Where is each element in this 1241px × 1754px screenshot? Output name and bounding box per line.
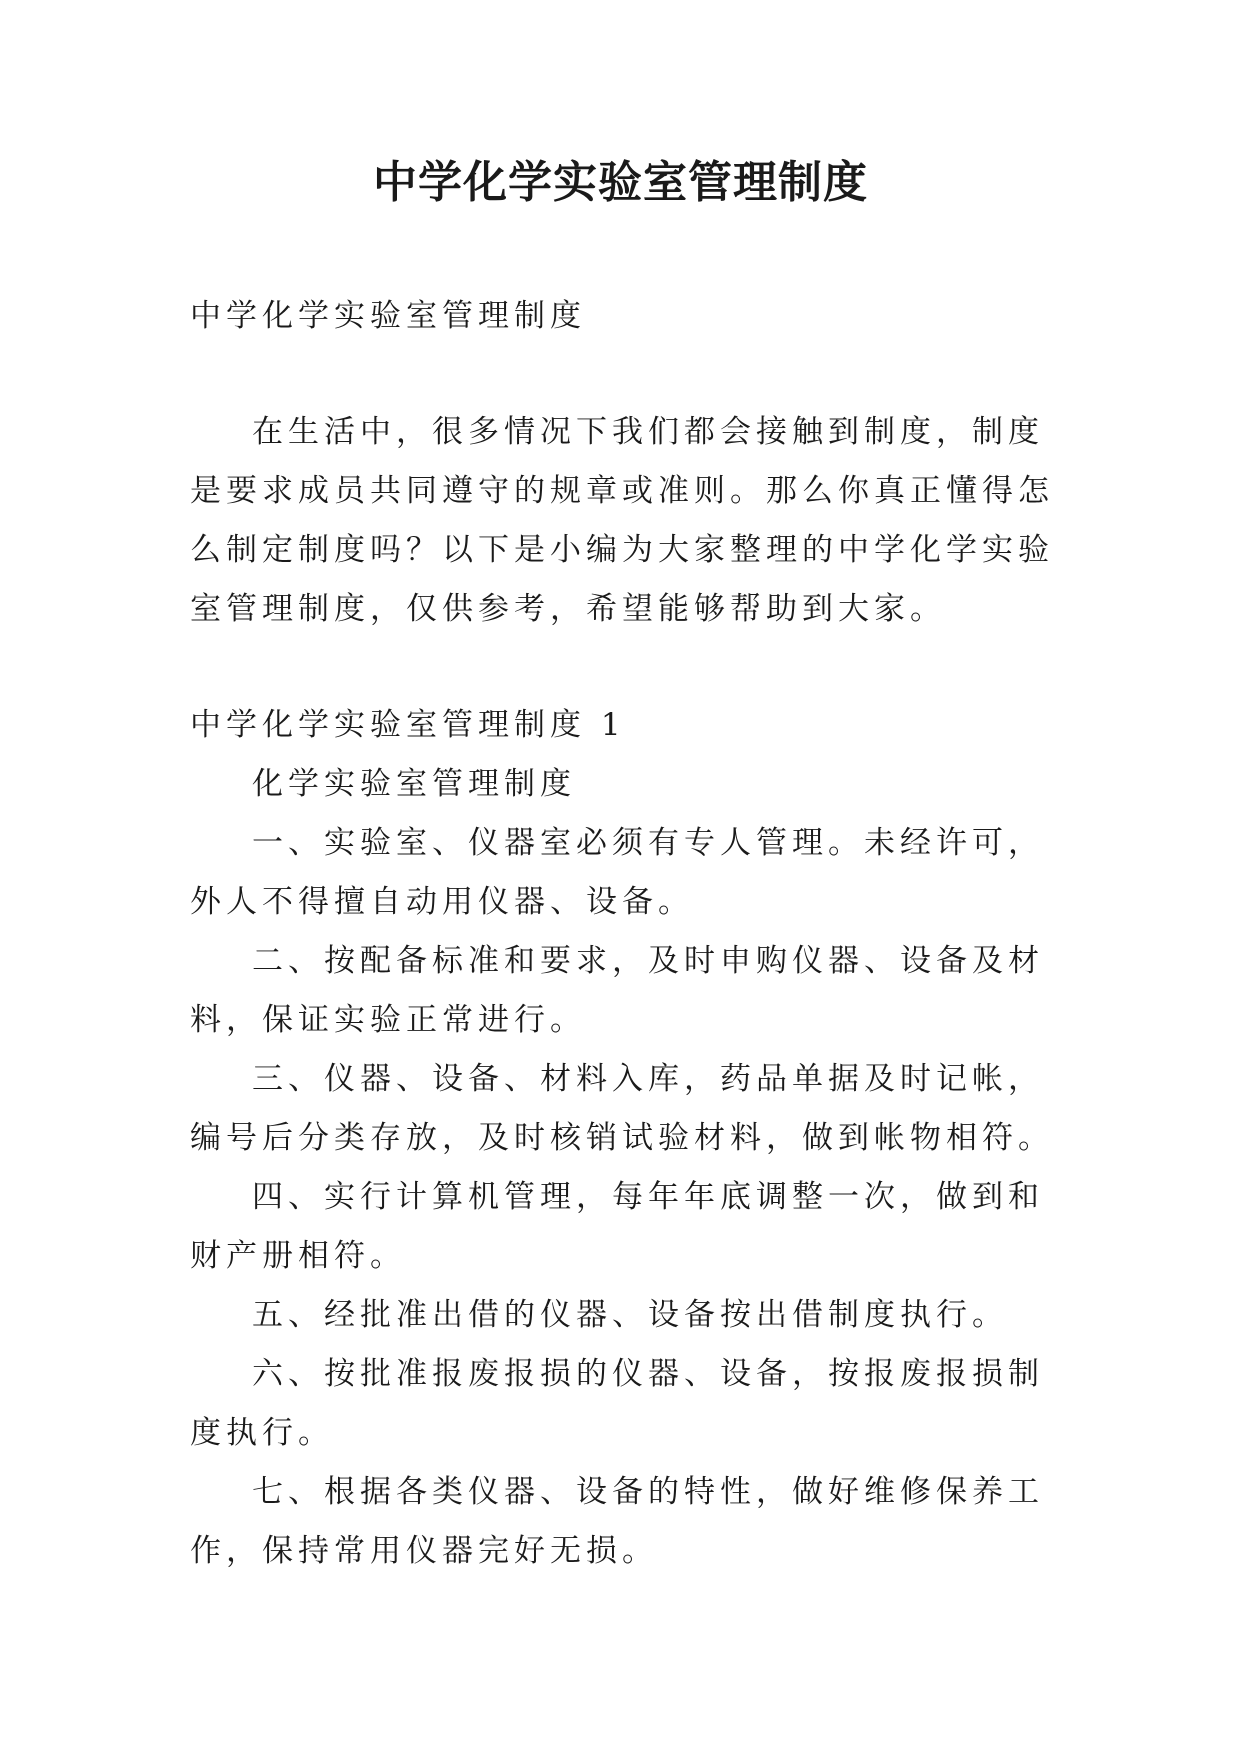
section-subheading: 化学实验室管理制度 xyxy=(252,766,576,802)
rule-paragraph: 四、实行计算机管理，每年年底调整一次，做到和财产册相符。 xyxy=(190,1179,1044,1274)
rule-paragraph: 五、经批准出借的仪器、设备按出借制度执行。 xyxy=(252,1297,1008,1333)
section-heading: 中学化学实验室管理制度 1 xyxy=(190,707,626,743)
document-title: 中学化学实验室管理制度 xyxy=(373,157,868,208)
rule-paragraph: 七、根据各类仪器、设备的特性，做好维修保养工作，保持常用仪器完好无损。 xyxy=(190,1474,1044,1569)
rule-paragraph: 六、按批准报废报损的仪器、设备，按报废报损制度执行。 xyxy=(190,1356,1044,1451)
rule-paragraph: 一、实验室、仪器室必须有专人管理。未经许可，外人不得擅自动用仪器、设备。 xyxy=(190,825,1044,920)
document-body xyxy=(190,287,1056,1581)
document-subtitle: 中学化学实验室管理制度 xyxy=(190,298,586,334)
rule-paragraph: 三、仪器、设备、材料入库，药品单据及时记帐，编号后分类存放，及时核销试验材料，做到帐物相符。 xyxy=(190,1061,1054,1156)
rule-paragraph: 二、按配备标准和要求，及时申购仪器、设备及材料，保证实验正常进行。 xyxy=(190,943,1044,1038)
intro-paragraph: 在生活中，很多情况下我们都会接触到制度，制度是要求成员共同遵守的规章或准则。那么你真正懂得怎么制定制度吗？以下是小编为大家整理的中学化学实验室管理制度，仅供参考，希望能够帮助到大家。 xyxy=(190,414,1054,627)
